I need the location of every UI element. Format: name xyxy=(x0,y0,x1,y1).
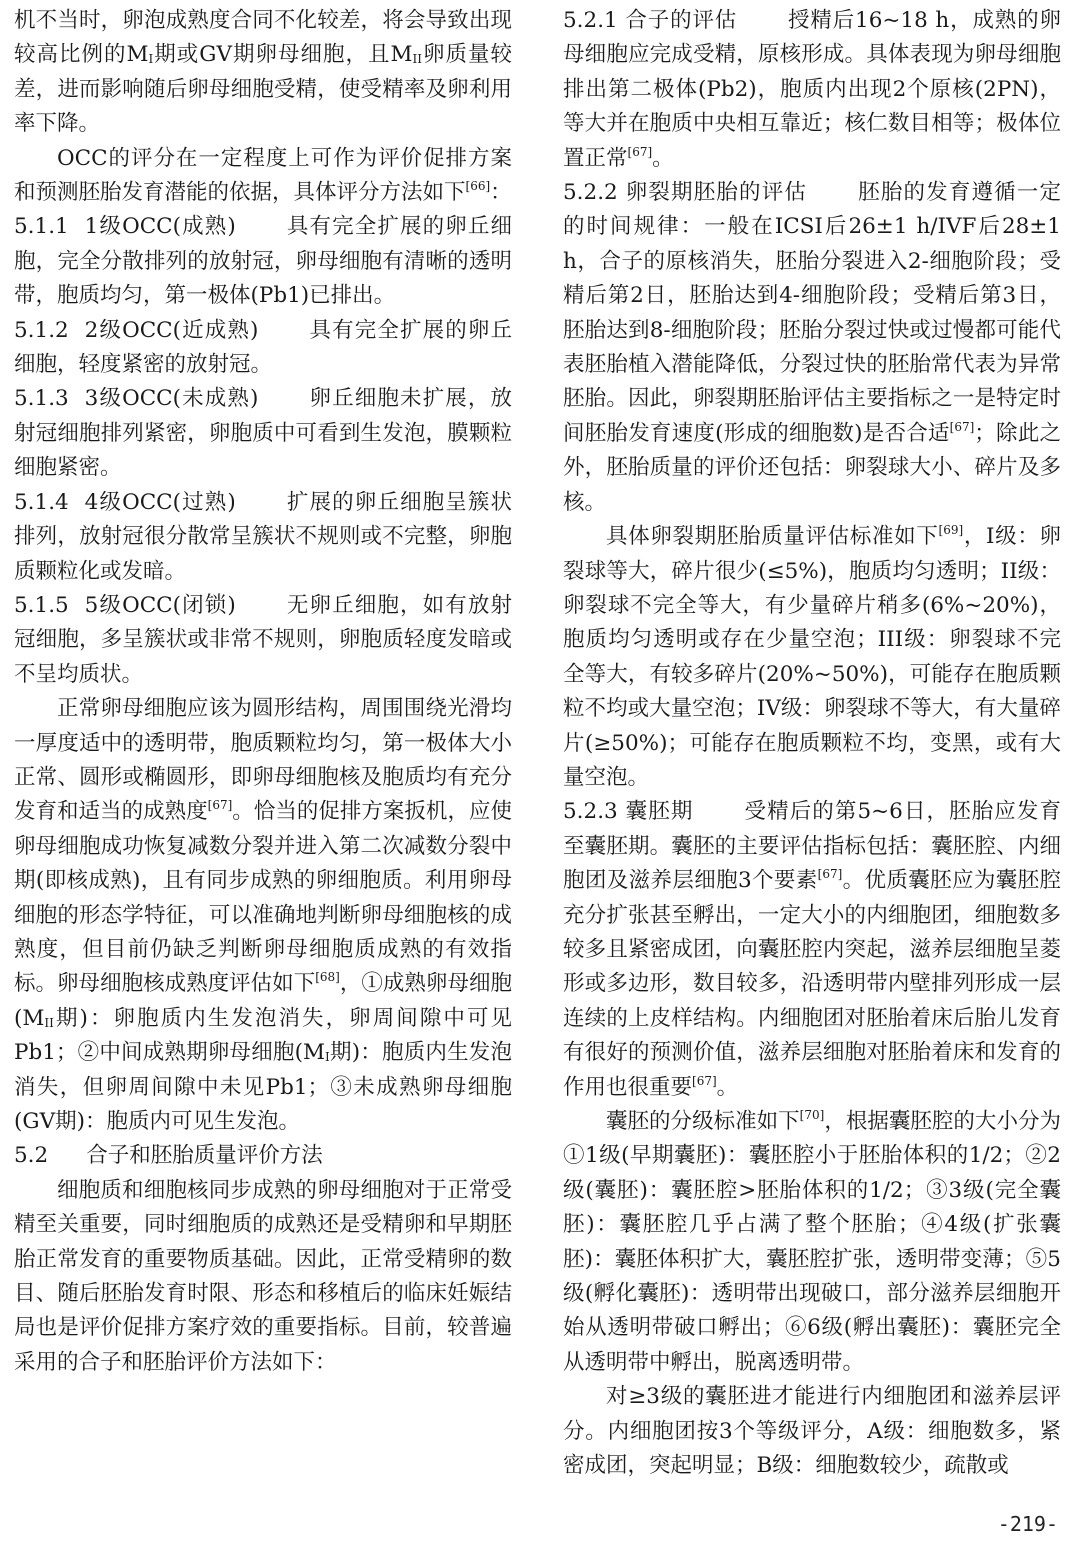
section-number: 5.1.4 xyxy=(14,489,69,515)
section-title: 2级OCC(近成熟) xyxy=(84,317,259,343)
section-number: 5.1.3 xyxy=(14,386,69,412)
paragraph-oocyte-morphology: 正常卵母细胞应该为圆形结构，周围围绕光滑均一厚度适中的透明带，胞质颗粒均匀，第一极体大小正常、圆形或椭圆形，即卵母细胞核及胞质均有充分发育和适当的成熟度[67]。恰当的促排方案扳机，应使卵母细胞成功恢复减数分裂并进入第二次减数分裂中期(即核成熟)，且有同步成熟的卵细胞质。利用卵母细胞的形态学特征，可以准确地判断卵母细胞核的成熟度，但目前仍缺乏判断卵母细胞质成熟的有效指标。卵母细胞核成熟度评估如下[68]，①成熟卵母细胞($M_{II}$期)：卵胞质内生发泡消失，卵周间隙中可见Pb1；②中间成熟期卵母细胞($M_I$期)：胞质内生发泡消失，但卵周间隙中未见Pb1；③未成熟卵母细胞(GV期)：胞质内可见生发泡。 xyxy=(14,696,513,1134)
section-title: 囊胚期 xyxy=(625,799,694,825)
citation: [67] xyxy=(817,867,843,882)
section-number: 5.2 xyxy=(14,1143,49,1169)
section-5-1-2: 5.1.2 2级OCC(近成熟) 具有完全扩展的卵丘细胞，轻度紧密的放射冠。 xyxy=(14,317,512,378)
section-5-1-5: 5.1.5 5级OCC(闭锁) 无卵丘细胞，如有放射冠细胞，多呈簇状或非常不规则，卵胞质轻度发暗或不呈均质状。 xyxy=(14,592,512,687)
section-title: 5级OCC(闭锁) xyxy=(84,592,236,618)
citation: [69] xyxy=(938,523,964,538)
section-title: 合子和胚胎质量评价方法 xyxy=(86,1143,323,1169)
section-number: 5.1.1 xyxy=(14,214,69,240)
paragraph-occ-intro: OCC的评分在一定程度上可作为评价促排方案和预测胚胎发育潜能的依据，具体评分方法如下[66]： xyxy=(14,145,512,206)
section-title: 3级OCC(未成熟) xyxy=(84,386,259,412)
section-5-2-heading xyxy=(14,1139,512,1173)
section-title: 合子的评估 xyxy=(625,8,738,33)
citation: [67] xyxy=(949,419,975,434)
section-5-1-3: 5.1.3 3级OCC(未成熟) 卵丘细胞未扩展，放射冠细胞排列紧密，卵胞质中可看到生发泡，膜颗粒细胞紧密。 xyxy=(14,386,512,481)
left-column xyxy=(14,4,512,1380)
section-5-1-4: 5.1.4 4级OCC(过熟) 扩展的卵丘细胞呈簇状排列，放射冠很分散常呈簇状不规则或不完整，卵胞质颗粒化或发暗。 xyxy=(14,489,512,584)
section-5-2-3: 5.2.3 囊胚期 受精后的第5~6日，胚胎应发育至囊胚期。囊胚的主要评估指标包括：囊胚腔、内细胞团及滋养层细胞3个要素[67]。优质囊胚应为囊胚腔充分扩张甚至孵出，一定大小的内细胞团，细胞数多较多且紧密成团，向囊胚腔内突起，滋养层细胞呈菱形或多边形，数目较多，沿透明带内壁排列形成一层连续的上皮样结构。内细胞团对胚胎着床后胎儿发育有很好的预测价值，滋养层细胞对胚胎着床和发育的作用也很重要[67]。 xyxy=(563,799,1061,1100)
section-number: 5.2.3 xyxy=(563,799,618,825)
section-number: 5.2.2 xyxy=(563,180,618,206)
citation: [68] xyxy=(315,970,340,985)
paragraph-blastocyst-grading: 囊胚的分级标准如下[70]，根据囊胚腔的大小分为①1级(早期囊胚)：囊胚腔小于胚胎体积的1/2；②2级(囊胚)：囊胚腔>胚胎体积的1/2；③3级(完全囊胚)：囊胚腔几乎占满了整个胚胎；④4级(扩张囊胚)：囊胚体积扩大，囊胚腔扩张，透明带变薄；⑤5级(孵化囊胚)：透明带出现破口，部分滋养层细胞开始从透明带破口孵出；⑥6级(孵出囊胚)：囊胚完全从透明带中孵出，脱离透明带。 xyxy=(563,1108,1061,1375)
section-number: 5.2.1 xyxy=(563,8,618,33)
paragraph-continuation: 机不当时，卵泡成熟度合同不化较差，将会导致出现较高比例的$M_I$期或GV期卵母细胞，且$M_{II}$卵质量较差，进而影响随后卵母细胞受精，使受精率及卵利用率下降。 xyxy=(14,8,513,137)
section-title: 4级OCC(过熟) xyxy=(84,489,236,515)
section-5-2-1: 5.2.1 合子的评估 授精后16~18 h，成熟的卵母细胞应完成受精，原核形成。具体表现为卵母细胞排出第二极体(Pb2)，胞质内出现2个原核(2PN)，等大并在胞质中央相互靠近；核仁数目相等；极体位置正常[67]。 xyxy=(563,8,1061,171)
page-number: -219- xyxy=(997,1512,1058,1536)
citation: [67] xyxy=(207,798,233,813)
section-number: 5.1.5 xyxy=(14,592,69,618)
paragraph-icm-scoring: 对≥3级的囊胚进才能进行内细胞团和滋养层评分。内细胞团按3个等级评分，A级：细胞数多，紧密成团，突起明显；B级：细胞数较少，疏散或 xyxy=(563,1384,1061,1479)
citation: [70] xyxy=(799,1108,825,1122)
section-5-2-2: 5.2.2 卵裂期胚胎的评估 胚胎的发育遵循一定的时间规律：一般在ICSI后26±1 h/IVF后28±1 h，合子的原核消失，胚胎分裂进入2-细胞阶段；受精后第2日，胚胎达到4-细胞阶段；受精后第3日，胚胎达到8-细胞阶段；胚胎分裂过快或过慢都可能代表胚胎植入潜能降低，分裂过快的胚胎常代表为异常胚胎。因此，卵裂期胚胎评估主要指标之一是特定时间胚胎发育速度(形成的细胞数)是否合适[67]；除此之外，胚胎质量的评价还包括：卵裂球大小、碎片及多核。 xyxy=(563,180,1061,515)
citation: [67] xyxy=(692,1073,717,1088)
right-column xyxy=(563,4,1061,1483)
section-title: 1级OCC(成熟) xyxy=(84,214,236,240)
section-number: 5.1.2 xyxy=(14,317,69,343)
paragraph-zygote-intro: 细胞质和细胞核同步成熟的卵母细胞对于正常受精至关重要，同时细胞质的成熟还是受精卵和早期胚胎正常发育的重要物质基础。因此，正常受精卵的数目、随后胚胎发育时限、形态和移植后的临床妊娠结局也是评价促排方案疗效的重要指标。目前，较普遍采用的合子和胚胎评价方法如下： xyxy=(14,1177,512,1375)
citation: [67] xyxy=(627,144,653,159)
section-title: 卵裂期胚胎的评估 xyxy=(625,180,808,206)
paragraph-cleavage-grading: 具体卵裂期胚胎质量评估标准如下[69]，I级：卵裂球等大，碎片很少(≤5%)，胞质均匀透明；II级：卵裂球不完全等大，有少量碎片稍多(6%~20%)，胞质均匀透明或存在少量空泡；III级：卵裂球不完全等大，有较多碎片(20%~50%)，可能存在胞质颗粒不均或大量空泡；IV级：卵裂球不等大，有大量碎片(≥50%)；可能存在胞质颗粒不均，变黑，或有大量空泡。 xyxy=(563,523,1061,790)
section-5-1-1: 5.1.1 1级OCC(成熟) 具有完全扩展的卵丘细胞，完全分散排列的放射冠，卵母细胞有清晰的透明带，胞质均匀，第一极体(Pb1)已排出。 xyxy=(14,214,512,309)
citation: [66] xyxy=(465,179,491,194)
